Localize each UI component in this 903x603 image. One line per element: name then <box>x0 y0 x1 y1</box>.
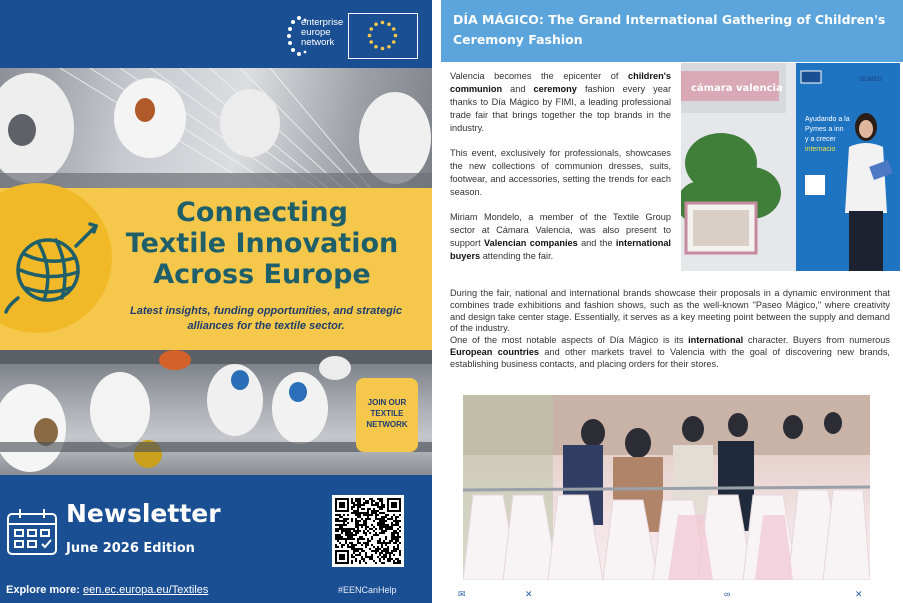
eu-star <box>392 40 396 44</box>
join-network-badge[interactable] <box>356 378 418 452</box>
eu-star <box>368 34 372 38</box>
headline-line: Textile Innovation <box>125 228 399 259</box>
logo-line: enterprise <box>301 17 344 28</box>
eu-star <box>369 27 373 31</box>
calendar-icon <box>6 508 58 556</box>
eu-star <box>381 47 385 51</box>
eu-star <box>387 22 391 26</box>
text-run: and <box>502 84 534 94</box>
newsletter-cover <box>0 0 432 603</box>
banner-line-1: Ayudando a la <box>805 116 850 123</box>
eu-star <box>394 34 398 38</box>
text-run: attending the fair. <box>480 251 554 261</box>
mail-icon[interactable]: ✉ <box>458 589 466 599</box>
bold-run: international buyers <box>450 238 671 261</box>
text-run: Valencia becomes the epicenter of <box>450 71 628 81</box>
fair-crowd-photo <box>463 395 870 580</box>
headline-line: Connecting <box>176 197 348 228</box>
textile-spools-photo-top <box>0 68 432 190</box>
text-run: and the <box>577 238 616 248</box>
eu-flag-icon <box>349 14 416 57</box>
banner-line-2: Pymes a inn <box>805 126 844 133</box>
close-icon[interactable]: ✕ <box>525 589 533 599</box>
eu-star <box>369 40 373 44</box>
een-logo <box>287 14 345 58</box>
bold-run: European countries <box>450 346 540 357</box>
explore-link[interactable]: een.ec.europa.eu/Textiles <box>83 584 209 596</box>
article-intro <box>450 70 671 275</box>
logo-line: network <box>301 37 335 48</box>
badge-line: NETWORK <box>366 420 408 429</box>
explore-more <box>6 583 208 597</box>
article-title: DÍA MÁGICO: The Grand International Gathering of Children's Ceremony Fashion <box>453 12 886 47</box>
close-icon[interactable]: ✕ <box>855 589 863 599</box>
text-run: character. Buyers from numerous <box>743 335 890 346</box>
badge-line: JOIN OUR <box>367 398 407 407</box>
bold-run: ceremony <box>533 84 577 94</box>
eu-star <box>374 22 378 26</box>
page-footer-icons <box>450 589 890 603</box>
text-run: One of the most notable aspects of Día Mágico is its <box>450 335 689 346</box>
bold-run: Valencian companies <box>484 238 578 248</box>
eu-flag <box>348 13 418 59</box>
badge-line: TEXTILE <box>370 409 404 418</box>
eu-star <box>381 21 385 25</box>
explore-label: Explore more: <box>6 584 80 596</box>
link-icon[interactable]: ∞ <box>724 589 731 599</box>
intro-paragraph-3 <box>450 211 671 263</box>
cover-headline <box>96 197 428 290</box>
eu-star <box>387 45 391 49</box>
banner-line-3: y a crecer <box>805 136 836 143</box>
banner-line-4: internacio <box>805 146 836 153</box>
article-body <box>450 288 890 371</box>
eu-star <box>392 27 396 31</box>
yarn-ball-icon <box>4 218 100 314</box>
text-run: fashion every year thanks to Día Mágico by FIMI, a leading professional trade fair that brings together the top brands in the industry. <box>450 84 672 133</box>
body-paragraph-1: During the fair, national and international brands showcase their proposals in a dynamic environment that combines trade exhibitions and fashion shows, such as the well-known "Paseo Mágico," where creativity and design take center stage. Essentially, it serves as a key meeting point between the supply and demand of the industry. <box>450 288 890 334</box>
banner-logo-text: SEIMED <box>859 77 883 83</box>
headline-line: Across Europe <box>153 259 371 290</box>
een-logo-text <box>301 18 343 48</box>
newsletter-title: Newsletter <box>66 499 221 528</box>
text-run: and other markets travel to Valencia with the goal of discovering new brands, establishing business contacts, and placing orders for their stores. <box>450 346 890 369</box>
subline-line: alliances for the textile sector. <box>187 320 345 332</box>
qr-code-icon[interactable] <box>332 495 404 567</box>
intro-paragraph-1 <box>450 70 671 135</box>
logo-line: europe <box>301 27 331 38</box>
eu-star <box>374 45 378 49</box>
hashtag: #EENCanHelp <box>338 585 397 595</box>
intro-paragraph-2: This event, exclusively for professionals, showcases the new collections of communion dresses, suits, footwear, and accessories, setting the trends for each season. <box>450 148 671 197</box>
fair-booth-photo <box>681 63 900 271</box>
cover-subline <box>110 304 422 334</box>
body-paragraph-2 <box>450 335 890 370</box>
edition-label: June 2026 Edition <box>66 541 195 556</box>
subline-line: Latest insights, funding opportunities, and strategic <box>130 305 402 317</box>
text-run: Miriam Mondelo, a member of the Textile Group sector at Cámara Valencia, was also present to support <box>450 212 671 248</box>
bold-run: children's communion <box>450 71 671 94</box>
bold-run: international <box>688 335 744 346</box>
photo-sign-text: cámara valencia <box>691 83 783 94</box>
